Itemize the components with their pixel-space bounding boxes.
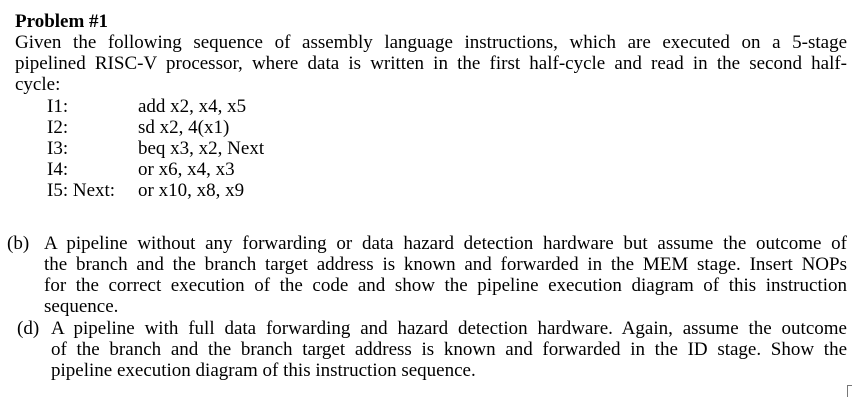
intro-line: pipelined RISC-V processor, where data is written in the first half-cycle and read in the second half- bbox=[15, 53, 847, 74]
part-b-line: A pipeline without any forwarding or data hazard detection hardware but assume the outcome of bbox=[44, 233, 847, 254]
text-cursor-icon bbox=[847, 385, 852, 397]
instruction-listing bbox=[47, 96, 847, 203]
problem-intro bbox=[15, 32, 847, 95]
part-b-text bbox=[44, 233, 847, 315]
part-b-line: the branch and the branch target address is known and forwarded in the MEM stage. Insert NOPs bbox=[44, 254, 847, 275]
instruction-code: or x10, x8, x9 bbox=[138, 180, 245, 201]
instruction-label: I5: Next: bbox=[47, 180, 116, 201]
part-d-marker: (d) bbox=[17, 318, 40, 339]
intro-line: Given the following sequence of assembly language instructions, which are executed on a 5-stage bbox=[15, 32, 847, 53]
part-b-marker: (b) bbox=[7, 233, 30, 254]
part-b-line: sequence. bbox=[44, 296, 119, 317]
instruction-code: beq x3, x2, Next bbox=[138, 138, 265, 159]
problem-document bbox=[15, 11, 847, 203]
instruction-label: I4: bbox=[47, 159, 69, 180]
part-d-line: of the branch and the branch target address is known and forwarded in the ID stage. Show the bbox=[51, 339, 847, 360]
part-d-text bbox=[51, 318, 847, 381]
part-d-line: pipeline execution diagram of this instruction sequence. bbox=[51, 360, 476, 381]
instruction-code: sd x2, 4(x1) bbox=[138, 117, 230, 138]
part-b-line: for the correct execution of the code and show the pipeline execution diagram of this instruction bbox=[44, 275, 847, 296]
instruction-label: I2: bbox=[47, 117, 69, 138]
problem-title: Problem #1 bbox=[15, 11, 109, 32]
instruction-label: I3: bbox=[47, 138, 69, 159]
instruction-code: add x2, x4, x5 bbox=[138, 96, 247, 117]
part-d-line: A pipeline with full data forwarding and hazard detection hardware. Again, assume the outcome bbox=[51, 318, 847, 339]
instruction-code: or x6, x4, x3 bbox=[138, 159, 235, 180]
intro-line: cycle: bbox=[15, 74, 61, 95]
instruction-label: I1: bbox=[47, 96, 69, 117]
